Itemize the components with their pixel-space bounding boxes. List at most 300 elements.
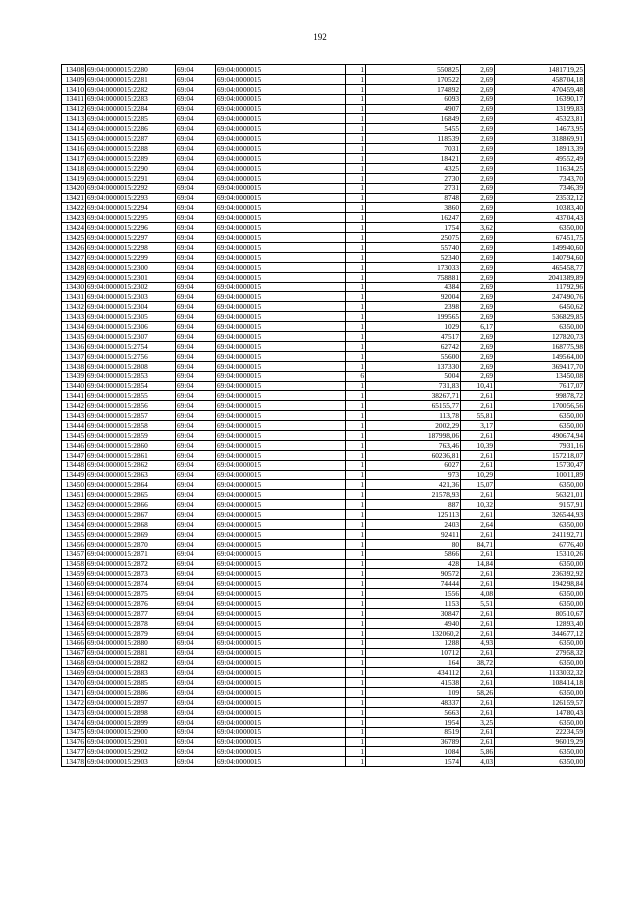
cadastral-quarter-cell: 69:04:0000015 <box>216 638 346 648</box>
row-number-cell: 13459 <box>62 569 86 579</box>
table-body <box>62 65 585 767</box>
row-number-cell: 13471 <box>62 688 86 698</box>
row-number-cell: 13455 <box>62 529 86 539</box>
object-count-cell: 1 <box>346 519 366 529</box>
cadastral-number-cell: 69:04:0000015:2867 <box>86 510 176 520</box>
cadastral-quarter-cell: 69:04:0000015 <box>216 183 346 193</box>
row-number-cell: 13436 <box>62 341 86 351</box>
region-code-cell: 69:04 <box>176 233 216 243</box>
specific-value-cell: 2,69 <box>461 341 495 351</box>
cadastral-number-cell: 69:04:0000015:2857 <box>86 411 176 421</box>
area-cell: 92004 <box>366 292 461 302</box>
specific-value-cell: 14,84 <box>461 559 495 569</box>
region-code-cell: 69:04 <box>176 292 216 302</box>
page-number: 192 <box>313 32 327 42</box>
row-number-cell: 13442 <box>62 401 86 411</box>
area-cell: 80 <box>366 539 461 549</box>
area-cell: 55600 <box>366 351 461 361</box>
table-row <box>62 104 585 114</box>
cadastral-value-cell: 458704,18 <box>495 74 585 84</box>
object-count-cell: 1 <box>346 628 366 638</box>
object-count-cell: 1 <box>346 74 366 84</box>
cadastral-value-cell: 6350,00 <box>495 411 585 421</box>
area-cell: 164 <box>366 658 461 668</box>
region-code-cell: 69:04 <box>176 549 216 559</box>
cadastral-quarter-cell: 69:04:0000015 <box>216 707 346 717</box>
specific-value-cell: 2,69 <box>461 252 495 262</box>
object-count-cell: 1 <box>346 144 366 154</box>
region-code-cell: 69:04 <box>176 114 216 124</box>
table-row <box>62 599 585 609</box>
object-count-cell: 1 <box>346 589 366 599</box>
cadastral-quarter-cell: 69:04:0000015 <box>216 411 346 421</box>
cadastral-value-cell: 490674,94 <box>495 430 585 440</box>
table-row <box>62 440 585 450</box>
cadastral-value-cell: 6350,00 <box>495 717 585 727</box>
specific-value-cell: 38,72 <box>461 658 495 668</box>
row-number-cell: 13441 <box>62 391 86 401</box>
cadastral-quarter-cell: 69:04:0000015 <box>216 688 346 698</box>
cadastral-value-cell: 6350,00 <box>495 559 585 569</box>
area-cell: 1556 <box>366 589 461 599</box>
table-row <box>62 411 585 421</box>
row-number-cell: 13454 <box>62 519 86 529</box>
row-number-cell: 13422 <box>62 203 86 213</box>
object-count-cell: 1 <box>346 134 366 144</box>
region-code-cell: 69:04 <box>176 579 216 589</box>
object-count-cell: 1 <box>346 94 366 104</box>
cadastral-number-cell: 69:04:0000015:2870 <box>86 539 176 549</box>
cadastral-number-cell: 69:04:0000015:2868 <box>86 519 176 529</box>
row-number-cell: 13412 <box>62 104 86 114</box>
cadastral-quarter-cell: 69:04:0000015 <box>216 312 346 322</box>
object-count-cell: 1 <box>346 104 366 114</box>
region-code-cell: 69:04 <box>176 480 216 490</box>
table-row <box>62 233 585 243</box>
area-cell: 113,78 <box>366 411 461 421</box>
cadastral-number-cell: 69:04:0000015:2859 <box>86 430 176 440</box>
table-row <box>62 757 585 767</box>
region-code-cell: 69:04 <box>176 183 216 193</box>
table-row <box>62 74 585 84</box>
object-count-cell: 1 <box>346 282 366 292</box>
specific-value-cell: 4,08 <box>461 589 495 599</box>
cadastral-number-cell: 69:04:0000015:2880 <box>86 638 176 648</box>
object-count-cell: 1 <box>346 163 366 173</box>
region-code-cell: 69:04 <box>176 450 216 460</box>
region-code-cell: 69:04 <box>176 757 216 767</box>
row-number-cell: 13477 <box>62 747 86 757</box>
cadastral-number-cell: 69:04:0000015:2303 <box>86 292 176 302</box>
cadastral-value-cell: 6776,40 <box>495 539 585 549</box>
object-count-cell: 1 <box>346 243 366 253</box>
cadastral-quarter-cell: 69:04:0000015 <box>216 500 346 510</box>
cadastral-value-cell: 318869,91 <box>495 134 585 144</box>
table-row <box>62 163 585 173</box>
row-number-cell: 13476 <box>62 737 86 747</box>
cadastral-quarter-cell: 69:04:0000015 <box>216 213 346 223</box>
row-number-cell: 13432 <box>62 302 86 312</box>
object-count-cell: 1 <box>346 124 366 134</box>
table-row <box>62 579 585 589</box>
specific-value-cell: 2,69 <box>461 312 495 322</box>
cadastral-value-cell: 170056,56 <box>495 401 585 411</box>
cadastral-number-cell: 69:04:0000015:2865 <box>86 490 176 500</box>
table-row <box>62 717 585 727</box>
cadastral-number-cell: 69:04:0000015:2290 <box>86 163 176 173</box>
cadastral-number-cell: 69:04:0000015:2874 <box>86 579 176 589</box>
row-number-cell: 13429 <box>62 272 86 282</box>
area-cell: 16849 <box>366 114 461 124</box>
table-row <box>62 737 585 747</box>
specific-value-cell: 3,17 <box>461 421 495 431</box>
region-code-cell: 69:04 <box>176 322 216 332</box>
region-code-cell: 69:04 <box>176 608 216 618</box>
cadastral-value-cell: 2041389,89 <box>495 272 585 282</box>
table-row <box>62 727 585 737</box>
region-code-cell: 69:04 <box>176 84 216 94</box>
specific-value-cell: 2,64 <box>461 519 495 529</box>
table-row <box>62 381 585 391</box>
object-count-cell: 1 <box>346 707 366 717</box>
table-row <box>62 658 585 668</box>
specific-value-cell: 2,69 <box>461 302 495 312</box>
cadastral-value-cell: 56321,01 <box>495 490 585 500</box>
row-number-cell: 13452 <box>62 500 86 510</box>
area-cell: 6027 <box>366 460 461 470</box>
area-cell: 90572 <box>366 569 461 579</box>
area-cell: 5455 <box>366 124 461 134</box>
specific-value-cell: 2,69 <box>461 65 495 75</box>
cadastral-quarter-cell: 69:04:0000015 <box>216 608 346 618</box>
cadastral-number-cell: 69:04:0000015:2900 <box>86 727 176 737</box>
row-number-cell: 13458 <box>62 559 86 569</box>
specific-value-cell: 2,61 <box>461 579 495 589</box>
object-count-cell: 1 <box>346 292 366 302</box>
area-cell: 7031 <box>366 144 461 154</box>
cadastral-value-cell: 6350,00 <box>495 223 585 233</box>
row-number-cell: 13445 <box>62 430 86 440</box>
row-number-cell: 13453 <box>62 510 86 520</box>
cadastral-value-cell: 157218,07 <box>495 450 585 460</box>
object-count-cell: 1 <box>346 757 366 767</box>
object-count-cell: 1 <box>346 539 366 549</box>
area-cell: 2730 <box>366 173 461 183</box>
row-number-cell: 13421 <box>62 193 86 203</box>
row-number-cell: 13475 <box>62 727 86 737</box>
object-count-cell: 1 <box>346 579 366 589</box>
table-row <box>62 154 585 164</box>
specific-value-cell: 4,03 <box>461 757 495 767</box>
object-count-cell: 1 <box>346 480 366 490</box>
region-code-cell: 69:04 <box>176 243 216 253</box>
cadastral-value-cell: 1133032,32 <box>495 668 585 678</box>
specific-value-cell: 2,69 <box>461 332 495 342</box>
object-count-cell: 1 <box>346 341 366 351</box>
specific-value-cell: 2,61 <box>461 608 495 618</box>
row-number-cell: 13435 <box>62 332 86 342</box>
area-cell: 74444 <box>366 579 461 589</box>
cadastral-quarter-cell: 69:04:0000015 <box>216 391 346 401</box>
object-count-cell: 1 <box>346 332 366 342</box>
cadastral-value-cell: 7931,16 <box>495 440 585 450</box>
object-count-cell: 1 <box>346 65 366 75</box>
cadastral-number-cell: 69:04:0000015:2287 <box>86 134 176 144</box>
region-code-cell: 69:04 <box>176 154 216 164</box>
specific-value-cell: 2,69 <box>461 262 495 272</box>
area-cell: 2398 <box>366 302 461 312</box>
cadastral-value-cell: 80510,67 <box>495 608 585 618</box>
specific-value-cell: 2,61 <box>461 529 495 539</box>
region-code-cell: 69:04 <box>176 648 216 658</box>
cadastral-value-cell: 247490,76 <box>495 292 585 302</box>
cadastral-quarter-cell: 69:04:0000015 <box>216 658 346 668</box>
cadastral-number-cell: 69:04:0000015:2302 <box>86 282 176 292</box>
cadastral-number-cell: 69:04:0000015:2863 <box>86 470 176 480</box>
cadastral-quarter-cell: 69:04:0000015 <box>216 124 346 134</box>
object-count-cell: 1 <box>346 322 366 332</box>
area-cell: 30847 <box>366 608 461 618</box>
region-code-cell: 69:04 <box>176 361 216 371</box>
cadastral-number-cell: 69:04:0000015:2296 <box>86 223 176 233</box>
cadastral-quarter-cell: 69:04:0000015 <box>216 668 346 678</box>
area-cell: 5663 <box>366 707 461 717</box>
object-count-cell: 1 <box>346 737 366 747</box>
object-count-cell: 1 <box>346 183 366 193</box>
cadastral-value-cell: 9157,91 <box>495 500 585 510</box>
table-row <box>62 559 585 569</box>
cadastral-quarter-cell: 69:04:0000015 <box>216 579 346 589</box>
row-number-cell: 13423 <box>62 213 86 223</box>
table-row <box>62 668 585 678</box>
row-number-cell: 13446 <box>62 440 86 450</box>
table-row <box>62 144 585 154</box>
area-cell: 8519 <box>366 727 461 737</box>
table-row <box>62 618 585 628</box>
row-number-cell: 13448 <box>62 460 86 470</box>
region-code-cell: 69:04 <box>176 638 216 648</box>
area-cell: 132060,2 <box>366 628 461 638</box>
region-code-cell: 69:04 <box>176 371 216 381</box>
area-cell: 1754 <box>366 223 461 233</box>
table-row <box>62 262 585 272</box>
region-code-cell: 69:04 <box>176 193 216 203</box>
area-cell: 199565 <box>366 312 461 322</box>
row-number-cell: 13424 <box>62 223 86 233</box>
row-number-cell: 13417 <box>62 154 86 164</box>
cadastral-value-cell: 536829,85 <box>495 312 585 322</box>
row-number-cell: 13461 <box>62 589 86 599</box>
cadastral-number-cell: 69:04:0000015:2901 <box>86 737 176 747</box>
region-code-cell: 69:04 <box>176 717 216 727</box>
row-number-cell: 13415 <box>62 134 86 144</box>
object-count-cell: 1 <box>346 233 366 243</box>
cadastral-number-cell: 69:04:0000015:2858 <box>86 421 176 431</box>
area-cell: 10712 <box>366 648 461 658</box>
cadastral-value-cell: 10011,89 <box>495 470 585 480</box>
region-code-cell: 69:04 <box>176 124 216 134</box>
specific-value-cell: 2,61 <box>461 430 495 440</box>
row-number-cell: 13460 <box>62 579 86 589</box>
region-code-cell: 69:04 <box>176 668 216 678</box>
object-count-cell: 1 <box>346 559 366 569</box>
cadastral-quarter-cell: 69:04:0000015 <box>216 490 346 500</box>
cadastral-quarter-cell: 69:04:0000015 <box>216 450 346 460</box>
region-code-cell: 69:04 <box>176 74 216 84</box>
cadastral-value-cell: 6450,62 <box>495 302 585 312</box>
area-cell: 48337 <box>366 698 461 708</box>
cadastral-value-cell: 6350,00 <box>495 638 585 648</box>
specific-value-cell: 2,61 <box>461 737 495 747</box>
object-count-cell: 1 <box>346 727 366 737</box>
cadastral-quarter-cell: 69:04:0000015 <box>216 272 346 282</box>
area-cell: 137330 <box>366 361 461 371</box>
region-code-cell: 69:04 <box>176 302 216 312</box>
cadastral-value-cell: 27958,32 <box>495 648 585 658</box>
region-code-cell: 69:04 <box>176 252 216 262</box>
object-count-cell: 1 <box>346 421 366 431</box>
specific-value-cell: 2,69 <box>461 233 495 243</box>
specific-value-cell: 2,61 <box>461 648 495 658</box>
specific-value-cell: 2,69 <box>461 183 495 193</box>
specific-value-cell: 84,71 <box>461 539 495 549</box>
specific-value-cell: 10,39 <box>461 440 495 450</box>
table-row <box>62 608 585 618</box>
area-cell: 18421 <box>366 154 461 164</box>
table-row <box>62 698 585 708</box>
cadastral-quarter-cell: 69:04:0000015 <box>216 698 346 708</box>
object-count-cell: 1 <box>346 599 366 609</box>
cadastral-value-cell: 67451,75 <box>495 233 585 243</box>
cadastral-value-cell: 43704,43 <box>495 213 585 223</box>
cadastral-value-cell: 6350,00 <box>495 421 585 431</box>
cadastral-number-cell: 69:04:0000015:2862 <box>86 460 176 470</box>
region-code-cell: 69:04 <box>176 510 216 520</box>
cadastral-value-cell: 470459,48 <box>495 84 585 94</box>
cadastral-number-cell: 69:04:0000015:2291 <box>86 173 176 183</box>
area-cell: 5004 <box>366 371 461 381</box>
cadastral-value-cell: 6350,00 <box>495 599 585 609</box>
table-row <box>62 519 585 529</box>
cadastral-number-cell: 69:04:0000015:2871 <box>86 549 176 559</box>
cadastral-value-cell: 14673,95 <box>495 124 585 134</box>
cadastral-value-cell: 6350,00 <box>495 589 585 599</box>
table-row <box>62 223 585 233</box>
cadastral-quarter-cell: 69:04:0000015 <box>216 332 346 342</box>
cadastral-value-cell: 23532,12 <box>495 193 585 203</box>
cadastral-quarter-cell: 69:04:0000015 <box>216 282 346 292</box>
region-code-cell: 69:04 <box>176 262 216 272</box>
cadastral-quarter-cell: 69:04:0000015 <box>216 65 346 75</box>
cadastral-quarter-cell: 69:04:0000015 <box>216 351 346 361</box>
cadastral-value-cell: 16390,17 <box>495 94 585 104</box>
region-code-cell: 69:04 <box>176 618 216 628</box>
object-count-cell: 1 <box>346 391 366 401</box>
object-count-cell: 1 <box>346 510 366 520</box>
row-number-cell: 13463 <box>62 608 86 618</box>
specific-value-cell: 2,69 <box>461 292 495 302</box>
table-row <box>62 183 585 193</box>
cadastral-number-cell: 69:04:0000015:2289 <box>86 154 176 164</box>
object-count-cell: 1 <box>346 717 366 727</box>
cadastral-quarter-cell: 69:04:0000015 <box>216 539 346 549</box>
cadastral-quarter-cell: 69:04:0000015 <box>216 114 346 124</box>
row-number-cell: 13449 <box>62 470 86 480</box>
row-number-cell: 13443 <box>62 411 86 421</box>
row-number-cell: 13411 <box>62 94 86 104</box>
cadastral-quarter-cell: 69:04:0000015 <box>216 648 346 658</box>
cadastral-value-cell: 6350,00 <box>495 658 585 668</box>
region-code-cell: 69:04 <box>176 391 216 401</box>
cadastral-value-cell: 6350,00 <box>495 519 585 529</box>
row-number-cell: 13430 <box>62 282 86 292</box>
cadastral-quarter-cell: 69:04:0000015 <box>216 737 346 747</box>
row-number-cell: 13437 <box>62 351 86 361</box>
row-number-cell: 13472 <box>62 698 86 708</box>
cadastral-quarter-cell: 69:04:0000015 <box>216 430 346 440</box>
row-number-cell: 13420 <box>62 183 86 193</box>
row-number-cell: 13408 <box>62 65 86 75</box>
specific-value-cell: 2,61 <box>461 490 495 500</box>
region-code-cell: 69:04 <box>176 589 216 599</box>
cadastral-quarter-cell: 69:04:0000015 <box>216 460 346 470</box>
cadastral-quarter-cell: 69:04:0000015 <box>216 618 346 628</box>
specific-value-cell: 2,61 <box>461 391 495 401</box>
cadastral-quarter-cell: 69:04:0000015 <box>216 717 346 727</box>
cadastral-number-cell: 69:04:0000015:2897 <box>86 698 176 708</box>
specific-value-cell: 2,61 <box>461 510 495 520</box>
cadastral-number-cell: 69:04:0000015:2756 <box>86 351 176 361</box>
object-count-cell: 1 <box>346 272 366 282</box>
object-count-cell: 1 <box>346 223 366 233</box>
area-cell: 887 <box>366 500 461 510</box>
row-number-cell: 13433 <box>62 312 86 322</box>
cadastral-quarter-cell: 69:04:0000015 <box>216 440 346 450</box>
specific-value-cell: 2,69 <box>461 361 495 371</box>
cadastral-quarter-cell: 69:04:0000015 <box>216 549 346 559</box>
cadastral-number-cell: 69:04:0000015:2878 <box>86 618 176 628</box>
specific-value-cell: 3,62 <box>461 223 495 233</box>
cadastral-number-cell: 69:04:0000015:2286 <box>86 124 176 134</box>
table-row <box>62 322 585 332</box>
table-row <box>62 341 585 351</box>
region-code-cell: 69:04 <box>176 94 216 104</box>
cadastral-quarter-cell: 69:04:0000015 <box>216 589 346 599</box>
cadastral-number-cell: 69:04:0000015:2754 <box>86 341 176 351</box>
cadastral-quarter-cell: 69:04:0000015 <box>216 322 346 332</box>
specific-value-cell: 2,61 <box>461 460 495 470</box>
table-row <box>62 272 585 282</box>
cadastral-quarter-cell: 69:04:0000015 <box>216 84 346 94</box>
row-number-cell: 13440 <box>62 381 86 391</box>
area-cell: 38267,71 <box>366 391 461 401</box>
area-cell: 65155,77 <box>366 401 461 411</box>
table-row <box>62 134 585 144</box>
object-count-cell: 1 <box>346 173 366 183</box>
cadastral-value-cell: 344677,12 <box>495 628 585 638</box>
row-number-cell: 13427 <box>62 252 86 262</box>
table-row <box>62 549 585 559</box>
cadastral-number-cell: 69:04:0000015:2875 <box>86 589 176 599</box>
area-cell: 8748 <box>366 193 461 203</box>
region-code-cell: 69:04 <box>176 272 216 282</box>
cadastral-value-cell: 140794,60 <box>495 252 585 262</box>
specific-value-cell: 2,69 <box>461 144 495 154</box>
object-count-cell: 1 <box>346 401 366 411</box>
region-code-cell: 69:04 <box>176 698 216 708</box>
object-count-cell: 1 <box>346 381 366 391</box>
region-code-cell: 69:04 <box>176 332 216 342</box>
